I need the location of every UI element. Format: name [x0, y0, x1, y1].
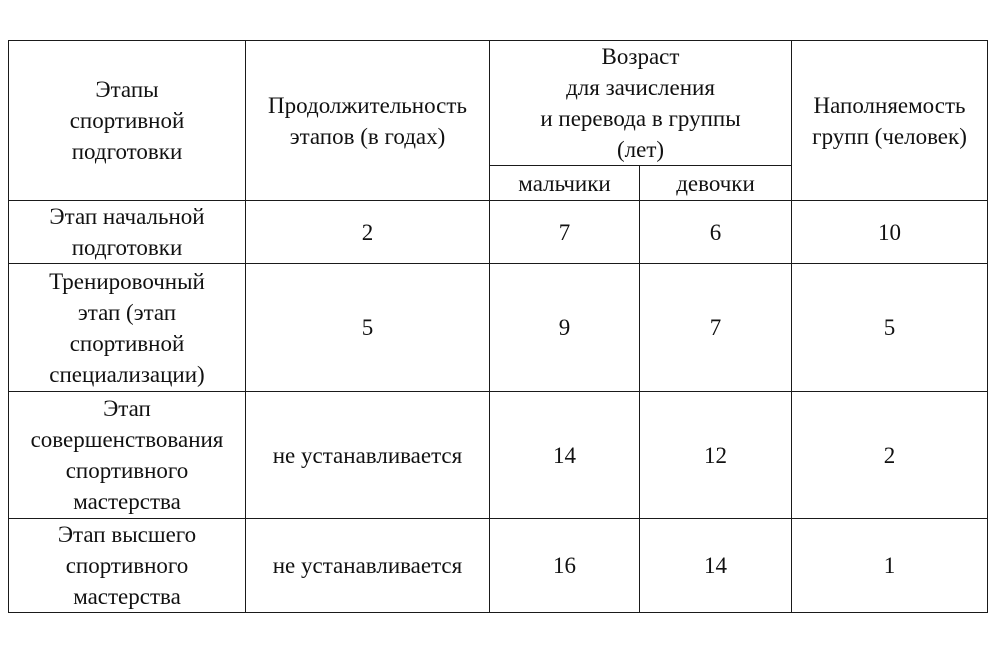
cell-age-girls: 12: [640, 392, 792, 519]
cell-age-boys: 7: [490, 201, 640, 264]
cell-stage: Тренировочный этап (этап спортивной специализации): [9, 264, 246, 392]
cell-stage: Этап высшего спортивного мастерства: [9, 519, 246, 613]
cell-group-size: 1: [792, 519, 988, 613]
cell-age-girls: 6: [640, 201, 792, 264]
cell-duration: 2: [246, 201, 490, 264]
table-row: [9, 201, 988, 264]
cell-age-girls: 14: [640, 519, 792, 613]
header-group-size: Наполняемость групп (человек): [792, 41, 988, 201]
cell-duration: не устанавливается: [246, 392, 490, 519]
cell-age-boys: 16: [490, 519, 640, 613]
table-header-row: [9, 41, 988, 166]
cell-stage: Этап совершенствования спортивного мастерства: [9, 392, 246, 519]
cell-group-size: 5: [792, 264, 988, 392]
cell-duration: не устанавливается: [246, 519, 490, 613]
header-age: Возраст для зачисления и перевода в группы (лет): [490, 41, 792, 166]
cell-age-girls: 7: [640, 264, 792, 392]
header-age-girls: девочки: [640, 166, 792, 201]
cell-duration: 5: [246, 264, 490, 392]
header-age-boys: мальчики: [490, 166, 640, 201]
cell-age-boys: 14: [490, 392, 640, 519]
sports-training-stages-table: [8, 40, 988, 613]
cell-stage: Этап начальной подготовки: [9, 201, 246, 264]
cell-age-boys: 9: [490, 264, 640, 392]
table-row: [9, 519, 988, 613]
cell-group-size: 2: [792, 392, 988, 519]
header-stages: Этапы спортивной подготовки: [9, 41, 246, 201]
cell-group-size: 10: [792, 201, 988, 264]
table-row: [9, 392, 988, 519]
table-row: [9, 264, 988, 392]
header-duration: Продолжительность этапов (в годах): [246, 41, 490, 201]
